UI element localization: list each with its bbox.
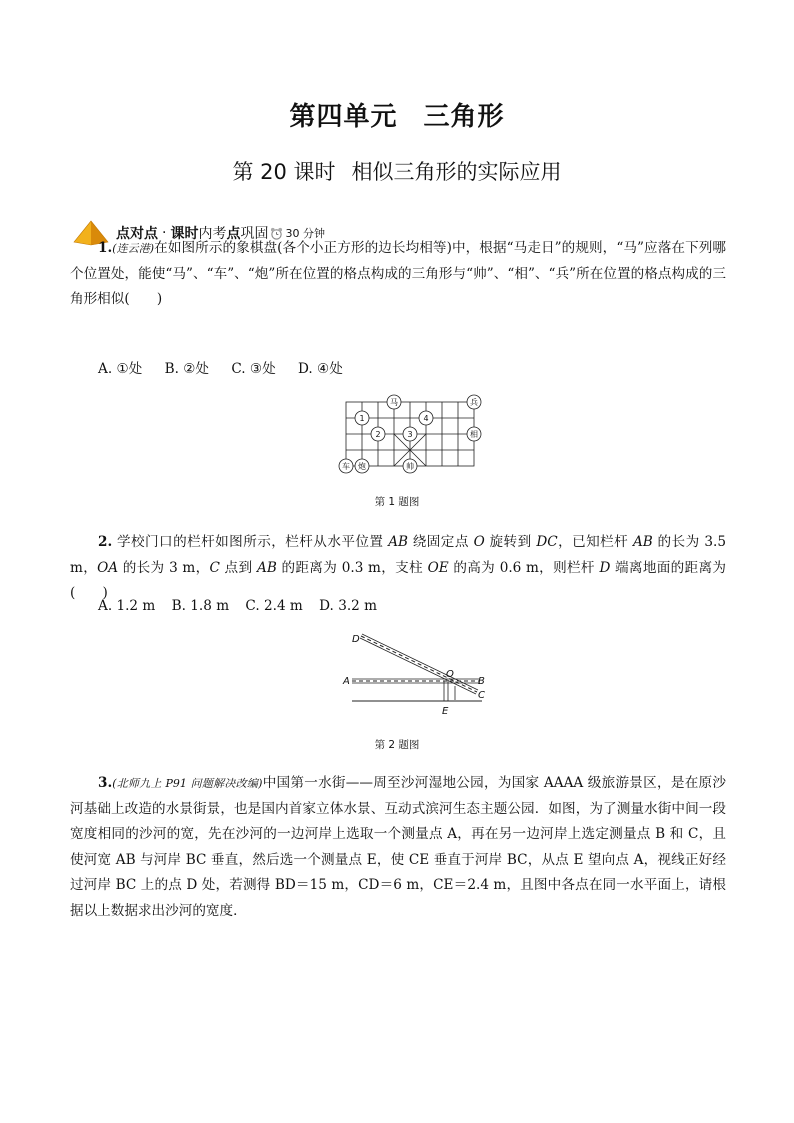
label-d: D	[352, 634, 360, 645]
section-label-3: 内考	[198, 226, 227, 242]
question-2-options	[98, 598, 389, 614]
q2-text: 端离地面的距离为( )	[70, 559, 726, 601]
question-1	[70, 236, 726, 313]
section-label-5: 巩固	[240, 226, 269, 242]
q2-var: C	[209, 559, 220, 576]
q2-var: AB	[257, 559, 277, 576]
q1-option-c: C. ③处	[231, 361, 276, 377]
label-ju: 车	[342, 462, 350, 471]
q2-var: OA	[97, 559, 119, 576]
q2-text: 的高为 0.6 m，则栏杆	[448, 559, 600, 576]
section-label-4: 点	[226, 226, 241, 242]
q1-option-d: D. ④处	[298, 361, 343, 377]
section-label-1: 点对点	[116, 226, 158, 242]
q2-var: AB	[632, 534, 653, 550]
q2-var: OE	[427, 559, 449, 576]
unit-title-part2: 三角形	[423, 102, 505, 132]
q2-text: ，已知栏杆	[557, 534, 633, 550]
q2-var: DC	[536, 534, 558, 550]
q2-text: 点到	[219, 559, 258, 576]
support-oe	[444, 681, 448, 701]
label-point-2: 2	[375, 430, 381, 439]
question-3-number: 3.	[98, 775, 113, 791]
label-e: E	[442, 706, 449, 717]
question-2	[70, 530, 726, 607]
question-3	[70, 771, 726, 924]
q2-text: 的长为 3 m，	[118, 559, 210, 576]
lesson-title	[0, 156, 794, 186]
q2-text: 旋转到	[484, 534, 537, 550]
question-2-number: 2.	[98, 534, 113, 550]
label-shuai: 帅	[406, 462, 414, 471]
label-xiang: 相	[470, 430, 478, 439]
figure-1-chessboard	[328, 392, 488, 480]
question-1-options	[98, 357, 361, 377]
q1-option-b: B. ②处	[164, 361, 209, 377]
figure-2-barrier	[340, 630, 500, 722]
q2-option-b: B. 1.8 m	[171, 598, 230, 614]
question-3-source: (北师九上 P91 问题解决改编)	[112, 777, 263, 790]
unit-title-part1: 第四单元	[289, 102, 398, 132]
q2-var: O	[473, 534, 485, 550]
q2-var: D	[599, 559, 611, 576]
unit-title	[0, 96, 794, 133]
figure-1-caption: 第 1 题图	[374, 496, 420, 508]
q2-option-a: A. 1.2 m	[98, 598, 156, 614]
q2-text: 学校门口的栏杆如图所示，栏杆从水平位置	[116, 534, 389, 550]
label-point-3: 3	[407, 430, 413, 439]
question-1-source: (连云港)	[112, 242, 155, 255]
q2-var: AB	[388, 534, 408, 550]
label-point-1: 1	[359, 414, 365, 423]
q2-option-c: C. 2.4 m	[245, 598, 303, 614]
figure-2-caption: 第 2 题图	[374, 739, 420, 751]
label-o: O	[446, 669, 454, 680]
bar-ab	[352, 679, 480, 683]
q2-text: 绕固定点	[408, 534, 474, 550]
label-c: C	[478, 690, 485, 701]
label-b: B	[478, 676, 485, 687]
question-1-number: 1.	[98, 240, 113, 256]
section-time: 30 分钟	[285, 227, 325, 240]
label-ma: 马	[390, 398, 398, 407]
lesson-title-part2: 相似三角形的实际应用	[351, 160, 562, 184]
question-1-text: 在如图所示的象棋盘(各个小正方形的边长均相等)中，根据“马走日”的规则，“马”应落在下列哪个位置处，能使“马”、“车”、“炮”所在位置的格点构成的三角形与“帅”、“相”、“兵”所在位置的格点构成的三角形相似( )	[70, 240, 726, 307]
q1-option-a: A. ①处	[98, 361, 143, 377]
q2-text: 的距离为 0.3 m，支柱	[276, 559, 428, 576]
bar-dc	[360, 634, 478, 694]
section-dot: ·	[162, 225, 167, 241]
lesson-title-part1: 第 20 课时	[232, 160, 336, 184]
label-pao: 炮	[358, 462, 366, 471]
label-bing: 兵	[470, 398, 478, 407]
section-label-2: 课时	[170, 226, 199, 242]
label-point-4: 4	[423, 414, 429, 423]
label-a: A	[343, 676, 350, 687]
question-3-text: 中国第一水街——周至沙河湿地公园，为国家 AAAA 级旅游景区，是在原沙河基础上改造的水景街景，也是国内首家立体水景、互动式滨河生态主题公园．如图，为了测量水街中间一段宽度相同的沙河的宽，先在沙河的一边河岸上选取一个测量点 A，再在另一边河岸上选定测量点 B 和 C，且使河宽 AB 与河岸 BC 垂直，然后选一个测量点 E，使 CE 垂直于河岸 BC，从点 E 望向点 A，视线正好经过河岸 BC 上的点 D 处，若测得 BD＝15 m，CD＝6 m，CE＝2.4 m，且图中各点在同一水平面上，请根据以上数据求出沙河的宽度．	[70, 775, 726, 919]
q2-option-d: D. 3.2 m	[319, 598, 378, 614]
q2-text: 的长为 3.5 m，	[70, 534, 726, 576]
